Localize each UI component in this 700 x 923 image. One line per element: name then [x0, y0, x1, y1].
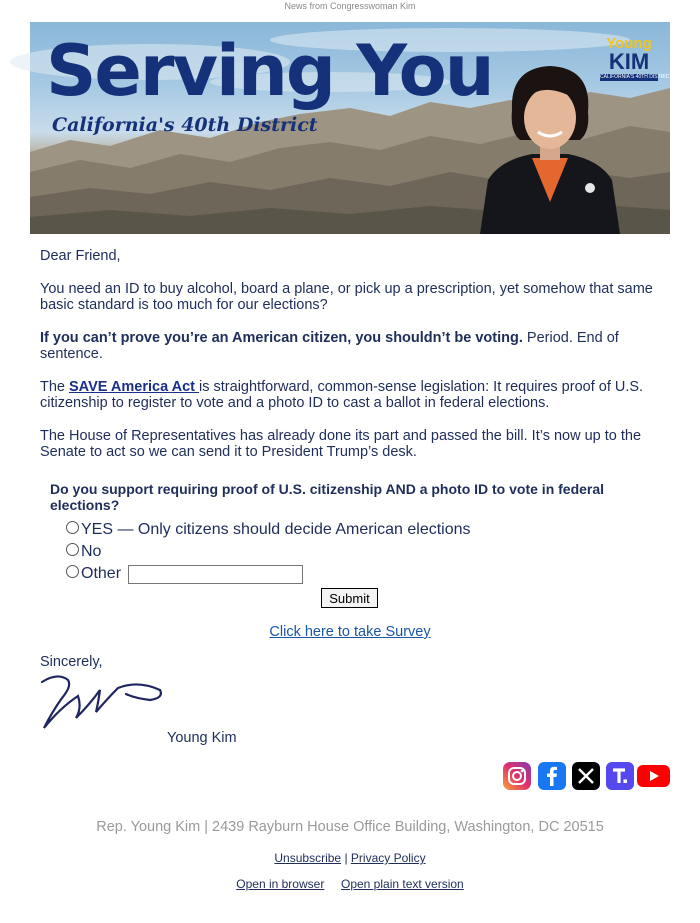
paragraph-3: The SAVE America Act is straightforward, common-sense legislation: It requires proof of U.S. citizenship to register to vote and a photo ID to cast a ballot in federal elections.	[40, 379, 644, 411]
banner-subtitle: California's 40th District	[52, 114, 318, 136]
preheader-text: News from Congresswoman Kim	[284, 1, 416, 11]
facebook-icon[interactable]	[538, 762, 566, 790]
greeting: Dear Friend,	[40, 248, 121, 264]
paragraph-2: If you can’t prove you’re an American citizen, you shouldn’t be voting. Period. End of sentence.	[40, 330, 619, 362]
save-america-act-link[interactable]: SAVE America Act	[69, 379, 200, 395]
footer-separator: |	[344, 851, 348, 865]
banner-title: Serving You	[46, 30, 493, 112]
submit-button[interactable]: Submit	[321, 588, 378, 608]
other-text-input[interactable]	[128, 565, 303, 584]
take-survey-link[interactable]: Click here to take Survey	[269, 624, 431, 640]
privacy-policy-link[interactable]: Privacy Policy	[350, 851, 426, 865]
radio-other[interactable]	[66, 565, 79, 578]
paragraph-4: The House of Representatives has already done its part and passed the bill. It’s now up to the Senate to act so we can send it to President Trump’s desk.	[40, 428, 642, 460]
instagram-icon[interactable]	[503, 762, 531, 790]
open-in-browser-link[interactable]: Open in browser	[236, 877, 325, 891]
signer-name: Young Kim	[167, 730, 237, 746]
survey-question: Do you support requiring proof of U.S. citizenship AND a photo ID to vote in federal elections?	[50, 481, 605, 513]
survey-option-yes[interactable]: YES — Only citizens should decide American elections	[66, 521, 471, 539]
x-icon[interactable]	[572, 762, 600, 790]
paragraph-1: You need an ID to buy alcohol, board a plane, or pick up a prescription, yet somehow that same basic standard is too much for our elections?	[40, 281, 653, 313]
header-banner	[30, 22, 673, 234]
letter-body	[40, 248, 664, 477]
young-kim-logo: Young KIM CALIFORNIA'S 40TH DISTRICT	[600, 35, 673, 80]
radio-no[interactable]	[66, 543, 79, 556]
survey-option-no[interactable]: No	[66, 543, 101, 561]
survey-option-other[interactable]: Other	[66, 565, 121, 583]
truth-social-icon[interactable]	[606, 762, 634, 790]
closing-sincerely: Sincerely,	[40, 654, 103, 670]
congresswoman-portrait	[470, 62, 630, 234]
survey-form	[50, 481, 650, 513]
footer-address: Rep. Young Kim | 2439 Rayburn House Office Building, Washington, DC 20515	[96, 819, 604, 835]
plain-text-version-link[interactable]: Open plain text version	[340, 877, 464, 891]
footer-links-row-2	[0, 877, 700, 891]
youtube-icon[interactable]	[637, 762, 670, 790]
handwritten-signature	[38, 668, 168, 734]
footer-links-row-1	[0, 851, 700, 865]
radio-yes[interactable]	[66, 521, 79, 534]
unsubscribe-link[interactable]: Unsubscribe	[274, 851, 342, 865]
